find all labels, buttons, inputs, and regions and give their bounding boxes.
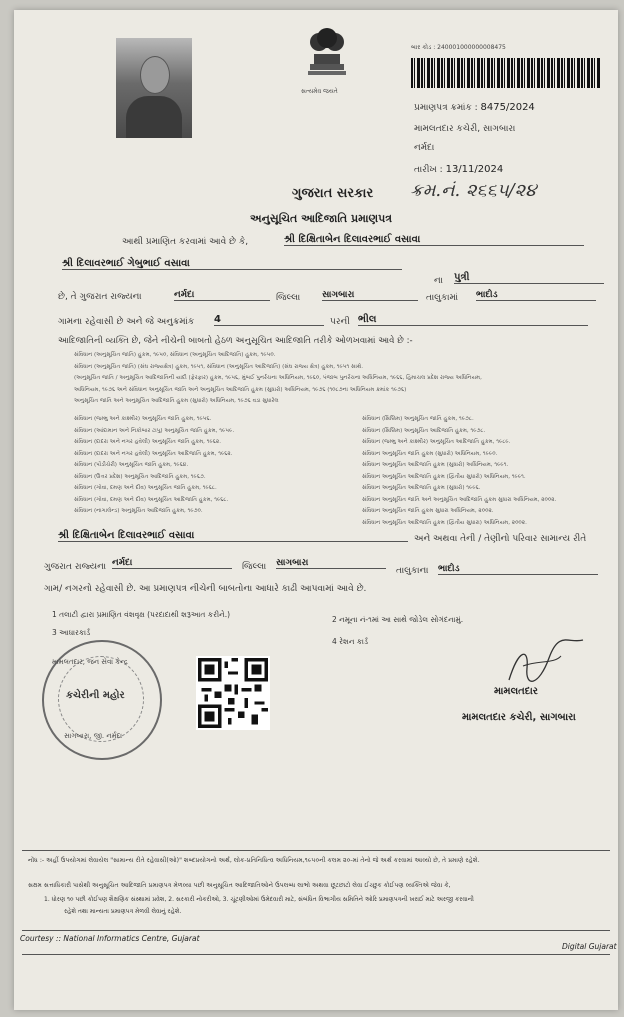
order-item: સંવિધાન અનુસૂચિત આદિજાતિ હુકમ (સુધારો) ૧૯૯૬. xyxy=(362,485,481,491)
basis-item: 3 આધારકાર્ડ xyxy=(52,628,91,637)
note-4: રહેશે તથા માન્યતા પ્રમાણપત્ર મેળવી લેવાનું રહેશે. xyxy=(64,908,182,915)
family-village: ભાદોડ xyxy=(438,564,598,575)
district-label: જિલ્લા xyxy=(276,293,301,303)
issue-date: તારીખ : 13/11/2024 xyxy=(414,164,504,175)
order-item: સંવિધાન (દાદરા અને નગર હવેલી) અનુસૂચિત જાતિ હુકમ, ૧૯૬૨. xyxy=(74,439,221,445)
parent-name: શ્રી દિલાવરભાઈ ગેબુભાઈ વસાવા xyxy=(62,258,402,270)
note-3: 1. ધોરણ ૧૦ પછી કોઈપણ શૈક્ષણિક સંસ્થામાં પ્રવેશ, 2. સરકારી નોકરીઓ, 3. ચૂંટણીઓમાં ઉમેદવારી માટે, સંબંધિત વિભાગીય સમિતિને ઓરિ પ્રમાણપત્રની ખરાઈ માટે અરજી કરવાની xyxy=(44,896,474,903)
order-item: સંવિધાન (ગોવા, દમણ અને દીવ) અનુસૂચિત આદિજાતિ હુકમ, ૧૯૬૮. xyxy=(74,496,229,503)
family-district-label: જિલ્લા xyxy=(242,562,267,572)
order-item: સંવિધાન (દાદરા અને નગર હવેલી) અનુસૂચિત આદિજાતિ હુકમ, ૧૯૬૨. xyxy=(74,450,233,457)
order-item: સંવિધાન (જમ્મુ અને કાશ્મીર) અનુસૂચિત આદિજાતિ હુકમ, ૧૯૮૯. xyxy=(362,439,511,445)
family-taluka: સાગબારા xyxy=(276,558,386,569)
tribe-value: ભીલ xyxy=(358,314,588,326)
seal-bottom-text: સાગબારા, જી. નર્મદા xyxy=(64,732,123,740)
order-item: સંવિધાન અનુસૂચિત આદિજાતિ હુકમ (સુધારો) અધિનિયમ, ૧૯૯૧. xyxy=(362,462,509,468)
handwritten-number: ક્રમ.નં. ૨૬૬૫/૨૪ xyxy=(410,180,537,201)
office-line-2: નર્મદા xyxy=(414,143,435,153)
order-item: સંવિધાન અનુસૂચિત આદિજાતિ હુકમ (દ્વિતીય સુધારા) અધિનિયમ, ૨૦૦૨. xyxy=(362,519,527,526)
order-item: સંવિધાન (અનુસૂચિત જાતિ) (સંઘ રાજ્યક્ષેત્ર) હુકમ, ૧૯૫૧, સંવિધાન (અનુસૂચિત આદિજાતિ) (સંઘ રાજ્ય ક્ષેત્ર) હુકમ, ૧૯૫૧ સાથે. xyxy=(74,363,364,370)
state-text: છે, તે ગુજરાત રાજ્યના xyxy=(58,292,142,302)
emblem-caption: સત્યમેવ જયતે xyxy=(301,88,338,95)
order-item: અનુસૂચિત જાતિ અને અનુસૂચિત આદિજાતિ હુકમ (સુધારો) અધિનિયમ, ૧૯૭૬ વડા સુધારેલ xyxy=(74,398,279,404)
order-item: સંવિધાન અનુસૂચિત જાતિ હુકમ સુધારા અધિનિયમ, ૨૦૦૨. xyxy=(362,508,494,514)
courtesy-text: Courtesy :: National Informatics Centre, Gujarat xyxy=(20,934,200,943)
order-item: સંવિધાન (અનુસૂચિત જાતિ) હુકમ, ૧૯૫૦, સંવિધાન (અનુસૂચિત આદિજાતિ) હુકમ, ૧૯૫૦. xyxy=(74,352,276,358)
note-1: નોંધ :- અહીં ઉપયોગમાં લેવાયેલ "સામાન્ય રીતે રહેવાસી(ઓ)" શબ્દપ્રયોગનો અર્થ, લોક-પ્રતિનિધિત્વ અધિનિયમ,૧૯૫૦ની કલમ ૨૦-માં તેનો જે અર્થ કરવામાં આવ્યો છે, તે પ્રમાણે રહેશે. xyxy=(28,857,480,864)
order-item: સંવિધાન અનુસૂચિત આદિજાતિ હુકમ (દ્વિતીય સુધારો) અધિનિયમ, ૧૯૯૧. xyxy=(362,473,526,480)
of-label: ના xyxy=(434,276,443,286)
office-line-1: મામલતદાર કચેરી, સાગબારા xyxy=(414,124,516,134)
signatory-title: મામલતદાર xyxy=(494,686,538,697)
order-item: સંવિધાન (સિક્કિમ) અનુસૂચિત જાતિ હુકમ, ૧૯૭૮. xyxy=(362,416,474,422)
order-item: સંવિધાન (ઉત્તર પ્રદેશ) અનુસૂચિત આદિજાતિ હુકમ, ૧૯૬૭. xyxy=(74,473,206,480)
family-resident-text: ગામ/ નગરનો રહેવાસી છે. આ પ્રમાણપત્ર નીચેની બાબતોના આધારે કાઢી આપવામાં આવે છે. xyxy=(44,584,367,594)
family-taluka-label: તાલુકાના xyxy=(396,566,429,576)
tribe-text: આદિજાતિની વ્યક્તિ છે, જેને નીચેની બાબતો હેઠળ અનુસૂચિત આદિજાતિ તરીકે ઓળખવામાં આવે છે :- xyxy=(58,336,413,346)
digital-gujarat-text: Digital Gujarat xyxy=(562,942,617,951)
certificate-page xyxy=(14,10,618,1010)
order-item: સંવિધાન (પોંડીચેરી) અનુસૂચિત જાતિ હુકમ, ૧૯૬૪. xyxy=(74,462,189,468)
signatory-office: મામલતદાર કચેરી, સાગબારા xyxy=(462,712,576,723)
order-item: (અનુસૂચિત જાતિ / અનુસૂચિત આદિજાતિની યાદી (ફેરફાર) હુકમ, ૧૯૫૬, મુંબઈ પુનર્રચના અધિનિયમ, ૧૯૬૦, પંજાબ પુનર્રચના અધિનિયમ, ૧૯૬૬, હિમાચલ પ્રદેશ રાજ્ય અધિનિયમ, xyxy=(74,375,482,381)
orders-left-list xyxy=(74,414,234,518)
basis-item: 2 નમૂના નં-૧માં આ સાથે જોડેલ સોગંદનામું. xyxy=(332,615,464,624)
taluka-label: તાલુકામાં xyxy=(426,293,459,303)
barcode xyxy=(411,58,601,88)
note-2: સક્ષમ સત્તાધિકારી પાસેથી અનુસૂચિત આદિજાતિ પ્રમાણપત્ર મેળવ્યા પછી અનુસૂચિત આદિજાતિઓને ઉપલબ્ધ લાભો અથવા છૂટછાટો લેવા ઈચ્છુક કોઈપણ વ્યક્તિએ જેવા કે, xyxy=(28,882,451,889)
district-value: નર્મદા xyxy=(174,290,270,301)
basis-item: 4 રેશન કાર્ડ xyxy=(332,637,369,646)
basis-item: 1 તલાટી દ્વારા પ્રમાણિત વંશવૃક્ષ (પરદાદાથી શરૂઆત કરીને.) xyxy=(52,610,231,619)
certificate-title: અનુસૂચિત આદિજાતિ પ્રમાણપત્ર xyxy=(250,212,393,225)
applicant-name: શ્રી દિક્ષિતાબેન દિલાવરભાઈ વસાવા xyxy=(284,234,584,246)
ashoka-emblem-icon xyxy=(304,24,350,86)
govt-heading: ગુજરાત સરકાર xyxy=(292,186,374,201)
orders-right-list xyxy=(362,414,556,529)
order-item: અધિનિયમ, ૧૯૭૬ અને સંવિધાન અનુસૂચિત જાતિ અને અનુસૂચિત આદિજાતિ હુકમ (સુધારો) અધિનિયમ, ૧૯૭૬ (૧૦૮૭ના અધિનિયમ ક્રમાંક ૧૯૭૬) xyxy=(74,386,407,393)
order-item: સંવિધાન (જમ્મુ અને કાશ્મીર) અનુસૂચિત જાતિ હુકમ, ૧૯૫૬. xyxy=(74,416,212,422)
certify-text: આથી પ્રમાણિત કરવામાં આવે છે કે, xyxy=(122,237,249,247)
certificate-number: પ્રમાણપત્ર ક્રમાંક : 8475/2024 xyxy=(414,102,535,113)
order-item: સંવિધાન (નાગાલેન્ડ) અનુસૂચિત આદિજાતિ હુકમ, ૧૯૭૦. xyxy=(74,508,203,514)
family-state-text: ગુજરાત રાજ્યના xyxy=(44,562,107,572)
serial-after: પરની xyxy=(330,317,350,327)
family-district: નર્મદા xyxy=(112,558,232,569)
signature-icon xyxy=(499,638,589,688)
order-item: સંવિધાન અનુસૂચિત જાતિ હુકમ (સુધારો) અધિનિયમ, ૧૯૯૦. xyxy=(362,450,498,457)
seal-center-text: કચેરીની મહોર xyxy=(66,690,125,701)
taluka-value: સાગબારા xyxy=(322,290,418,301)
relation: પુત્રી xyxy=(454,272,604,284)
order-item: સંવિધાન (આંદામાન અને નિકોબાર ટાપુ) અનુસૂચિત જાતિ હુકમ, ૧૯૫૯. xyxy=(74,427,235,434)
order-item: સંવિધાન (ગોવા, દમણ અને દીવ) અનુસૂચિત જાતિ હુકમ, ૧૯૬૮. xyxy=(74,485,217,491)
orders-full-list xyxy=(74,350,482,408)
qr-code xyxy=(196,656,270,730)
serial-number: 4 xyxy=(214,314,324,326)
family-text: અને અથવા તેની / તેણીનો પરિવાર સામાન્ય રીતે xyxy=(414,534,587,544)
seal-top-text: મામલતદાર, જન સેવા કેન્દ્ર xyxy=(52,658,128,666)
village-value: ભાદોડ xyxy=(476,290,596,301)
applicant-photo xyxy=(116,38,192,138)
resident-text: ગામના રહેવાસી છે અને જે અનુક્રમાંક xyxy=(58,317,195,327)
barcode-label: બાર કોડ : 240001000000008475 xyxy=(411,44,506,51)
family-name: શ્રી દિક્ષિતાબેન દિલાવરભાઈ વસાવા xyxy=(58,530,408,542)
order-item: સંવિધાન અનુસૂચિત જાતિ અને અનુસૂચિત આદિજાતિ હુકમ સુધારા અધિનિયમ, ૨૦૦૨. xyxy=(362,496,557,503)
order-item: સંવિધાન (સિક્કિમ) અનુસૂચિત આદિજાતિ હુકમ, ૧૯૭૮. xyxy=(362,427,486,434)
